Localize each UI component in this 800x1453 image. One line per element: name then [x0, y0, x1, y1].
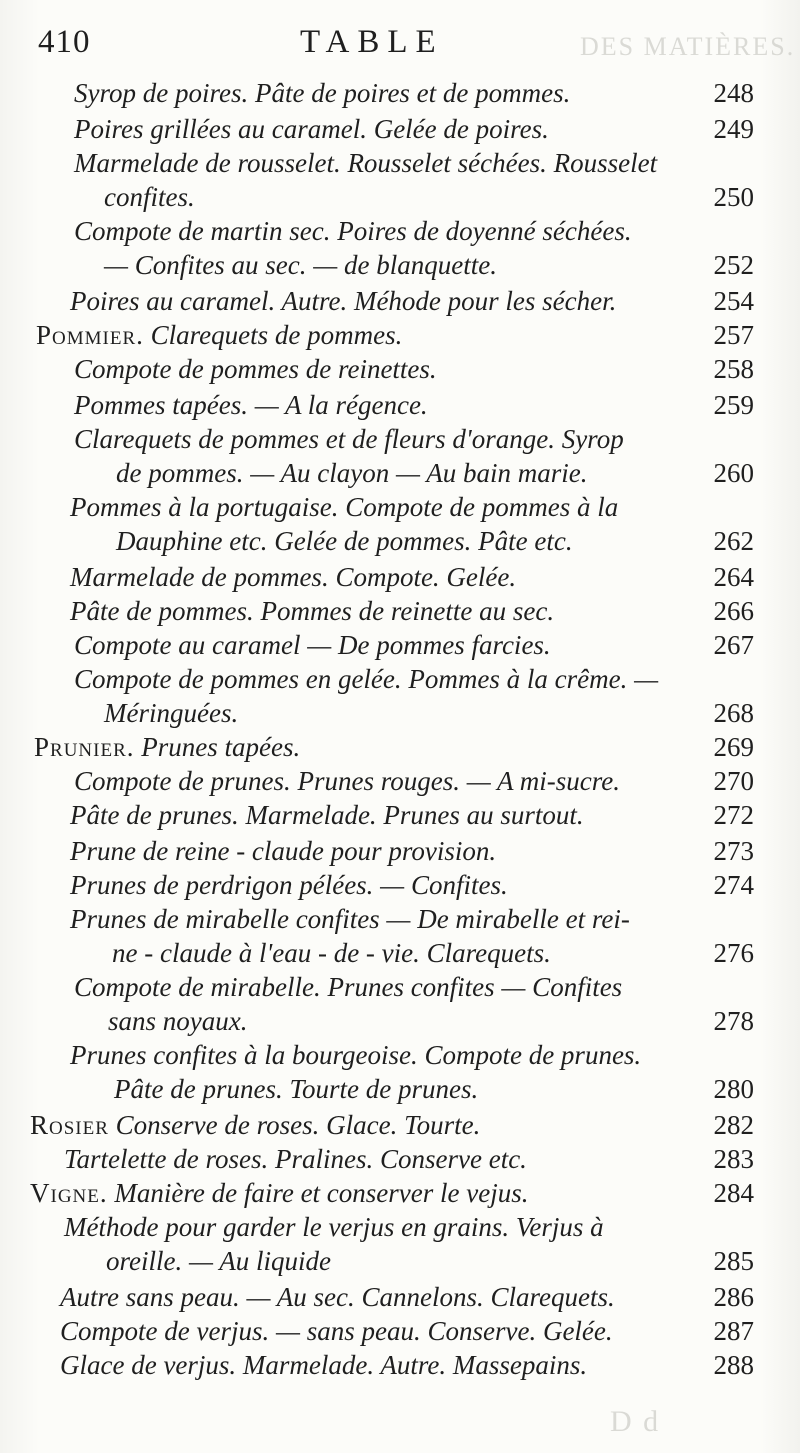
section-keyword: Vigne.: [30, 1178, 108, 1208]
index-entry-rosier: Rosier Conserve de roses. Glace. Tourte. 282: [30, 1110, 754, 1140]
index-entry-21: Compote de mirabelle. Prunes confites — Confites: [74, 972, 623, 1002]
index-entry-1: Syrop de poires. Pâte de poires et de pommes. 248: [74, 78, 754, 108]
index-entry-27: Autre sans peau. — Au sec. Cannelons. Clarequets. 286: [60, 1282, 754, 1312]
bleed-through-text-top: DES MATIÈRES.: [580, 32, 796, 61]
index-entry-9-continued: de pommes. — Au clayon — Au bain marie. 260: [116, 458, 754, 488]
section-keyword: Pommier.: [36, 320, 144, 350]
index-entry-5: Poires au caramel. Autre. Méhode pour les sécher. 254: [70, 286, 754, 316]
index-entry-29: Glace de verjus. Marmelade. Autre. Massepains. 288: [60, 1350, 754, 1380]
index-entry-10: Pommes à la portugaise. Compote de pommes à la: [70, 492, 619, 522]
index-entry-11: Marmelade de pommes. Compote. Gelée. 264: [70, 562, 754, 592]
section-keyword: Prunier.: [34, 732, 135, 762]
index-entry-22: Prunes confites à la bourgeoise. Compote de prunes.: [70, 1040, 642, 1070]
index-entry-20-continued: ne - claude à l'eau - de - vie. Clarequets. 276: [112, 938, 754, 968]
index-entry-4-continued: — Confites au sec. — de blanquette. 252: [104, 250, 754, 280]
index-entry-19: Prunes de perdrigon pélées. — Confites. 274: [70, 870, 754, 900]
index-entry-9: Clarequets de pommes et de fleurs d'orange. Syrop: [74, 424, 624, 454]
index-entry-17: Pâte de prunes. Marmelade. Prunes au surtout. 272: [70, 800, 754, 830]
index-entry-2: Poires grillées au caramel. Gelée de poires. 249: [74, 114, 754, 144]
index-entry-14-continued: Méringuées. 268: [104, 698, 754, 728]
index-entry-vigne: Vigne. Manière de faire et conserver le vejus. 284: [30, 1178, 754, 1208]
index-entry-prunier: Prunier. Prunes tapées. 269: [34, 732, 754, 762]
index-entry-28: Compote de verjus. — sans peau. Conserve. Gelée. 287: [60, 1316, 754, 1346]
index-entry-7: Compote de pommes de reinettes. 258: [74, 354, 754, 384]
index-entry-18: Prune de reine - claude pour provision. 273: [70, 836, 754, 866]
index-entry-14: Compote de pommes en gelée. Pommes à la crême. —: [74, 664, 659, 694]
running-head-title: TABLE: [300, 24, 444, 60]
index-entry-26-continued: oreille. — Au liquide 285: [106, 1246, 754, 1276]
index-entry-16: Compote de prunes. Prunes rouges. — A mi-sucre. 270: [74, 766, 754, 796]
page-number: 410: [38, 24, 91, 60]
index-entry-22-continued: Pâte de prunes. Tourte de prunes. 280: [114, 1074, 754, 1104]
bleed-through-text-bottom: D d: [610, 1405, 661, 1438]
index-entry-10-continued: Dauphine etc. Gelée de pommes. Pâte etc. 262: [116, 526, 754, 556]
section-keyword: Rosier: [30, 1110, 109, 1140]
index-entry-21-continued: sans noyaux. 278: [108, 1006, 754, 1036]
index-entry-24: Tartelette de roses. Pralines. Conserve etc. 283: [64, 1144, 754, 1174]
index-entry-13: Compote au caramel — De pommes farcies. 267: [74, 630, 754, 660]
index-entry-3-continued: confites. 250: [104, 182, 754, 212]
index-entry-12: Pâte de pommes. Pommes de reinette au sec. 266: [70, 596, 754, 626]
index-entry-26: Méthode pour garder le verjus en grains. Verjus à: [64, 1212, 604, 1242]
index-entry-4: Compote de martin sec. Poires de doyenné séchées.: [74, 216, 632, 246]
index-entry-8: Pommes tapées. — A la régence. 259: [74, 390, 754, 420]
index-entry-pommier: Pommier. Clarequets de pommes. 257: [36, 320, 754, 350]
index-entry-3: Marmelade de rousselet. Rousselet séchées. Rousselet: [74, 148, 658, 178]
index-entry-20: Prunes de mirabelle confites — De mirabelle et rei-: [70, 904, 630, 934]
